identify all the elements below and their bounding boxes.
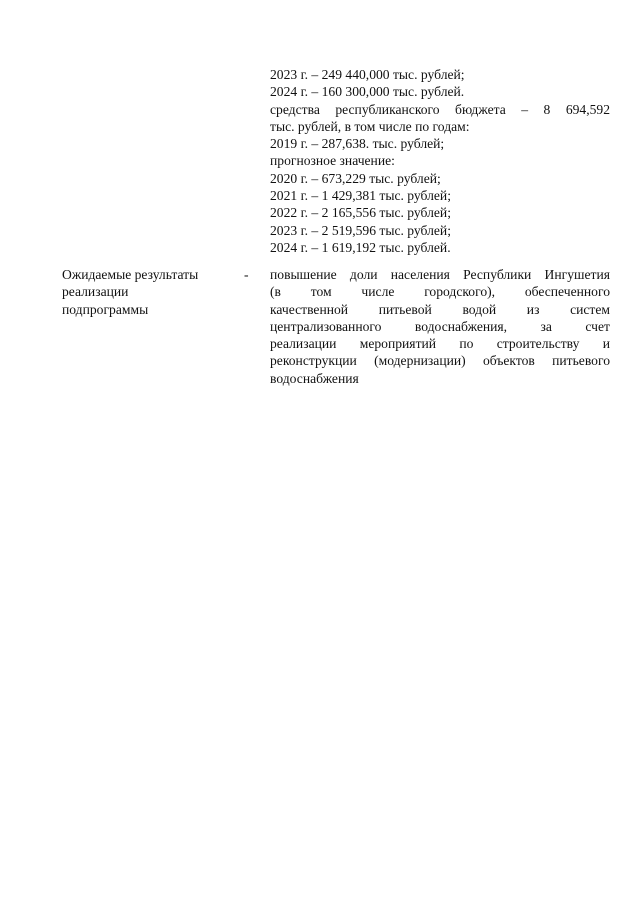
value-line: (в том числе городского), обеспеченного — [270, 284, 610, 300]
financing-line: 2020 г. – 673,229 тыс. рублей; — [270, 170, 441, 186]
financing-line: 2021 г. – 1 429,381 тыс. рублей; — [270, 188, 451, 204]
expected-results-label — [62, 266, 232, 318]
financing-line: 2022 г. – 2 165,556 тыс. рублей; — [270, 205, 451, 221]
financing-block — [270, 66, 610, 256]
financing-line: средства республиканского бюджета – 8 694,592 — [270, 101, 610, 117]
financing-line: 2024 г. – 160 300,000 тыс. рублей. — [270, 84, 465, 100]
financing-line: 2023 г. – 2 519,596 тыс. рублей; — [270, 222, 451, 238]
value-line: повышение доли населения Республики Ингушетия — [270, 267, 610, 282]
label-line: подпрограммы — [62, 301, 149, 317]
financing-line: прогнозное значение: — [270, 153, 395, 169]
row-separator-dash: - — [244, 267, 249, 282]
value-line: реализации мероприятий по строительству и — [270, 336, 610, 352]
label-line: Ожидаемые результаты — [62, 267, 199, 282]
value-line: качественной питьевой водой из систем — [270, 301, 610, 317]
value-line: реконструкции (модернизации) объектов питьевого — [270, 353, 610, 369]
financing-line: 2024 г. – 1 619,192 тыс. рублей. — [270, 239, 451, 255]
value-line: централизованного водоснабжения, за счет — [270, 318, 610, 334]
expected-results-value — [270, 266, 610, 387]
label-line: реализации — [62, 284, 129, 300]
value-line: водоснабжения — [270, 370, 359, 386]
financing-line: тыс. рублей, в том числе по годам: — [270, 118, 470, 134]
financing-line: 2019 г. – 287,638. тыс. рублей; — [270, 136, 445, 152]
financing-line: 2023 г. – 249 440,000 тыс. рублей; — [270, 67, 465, 82]
